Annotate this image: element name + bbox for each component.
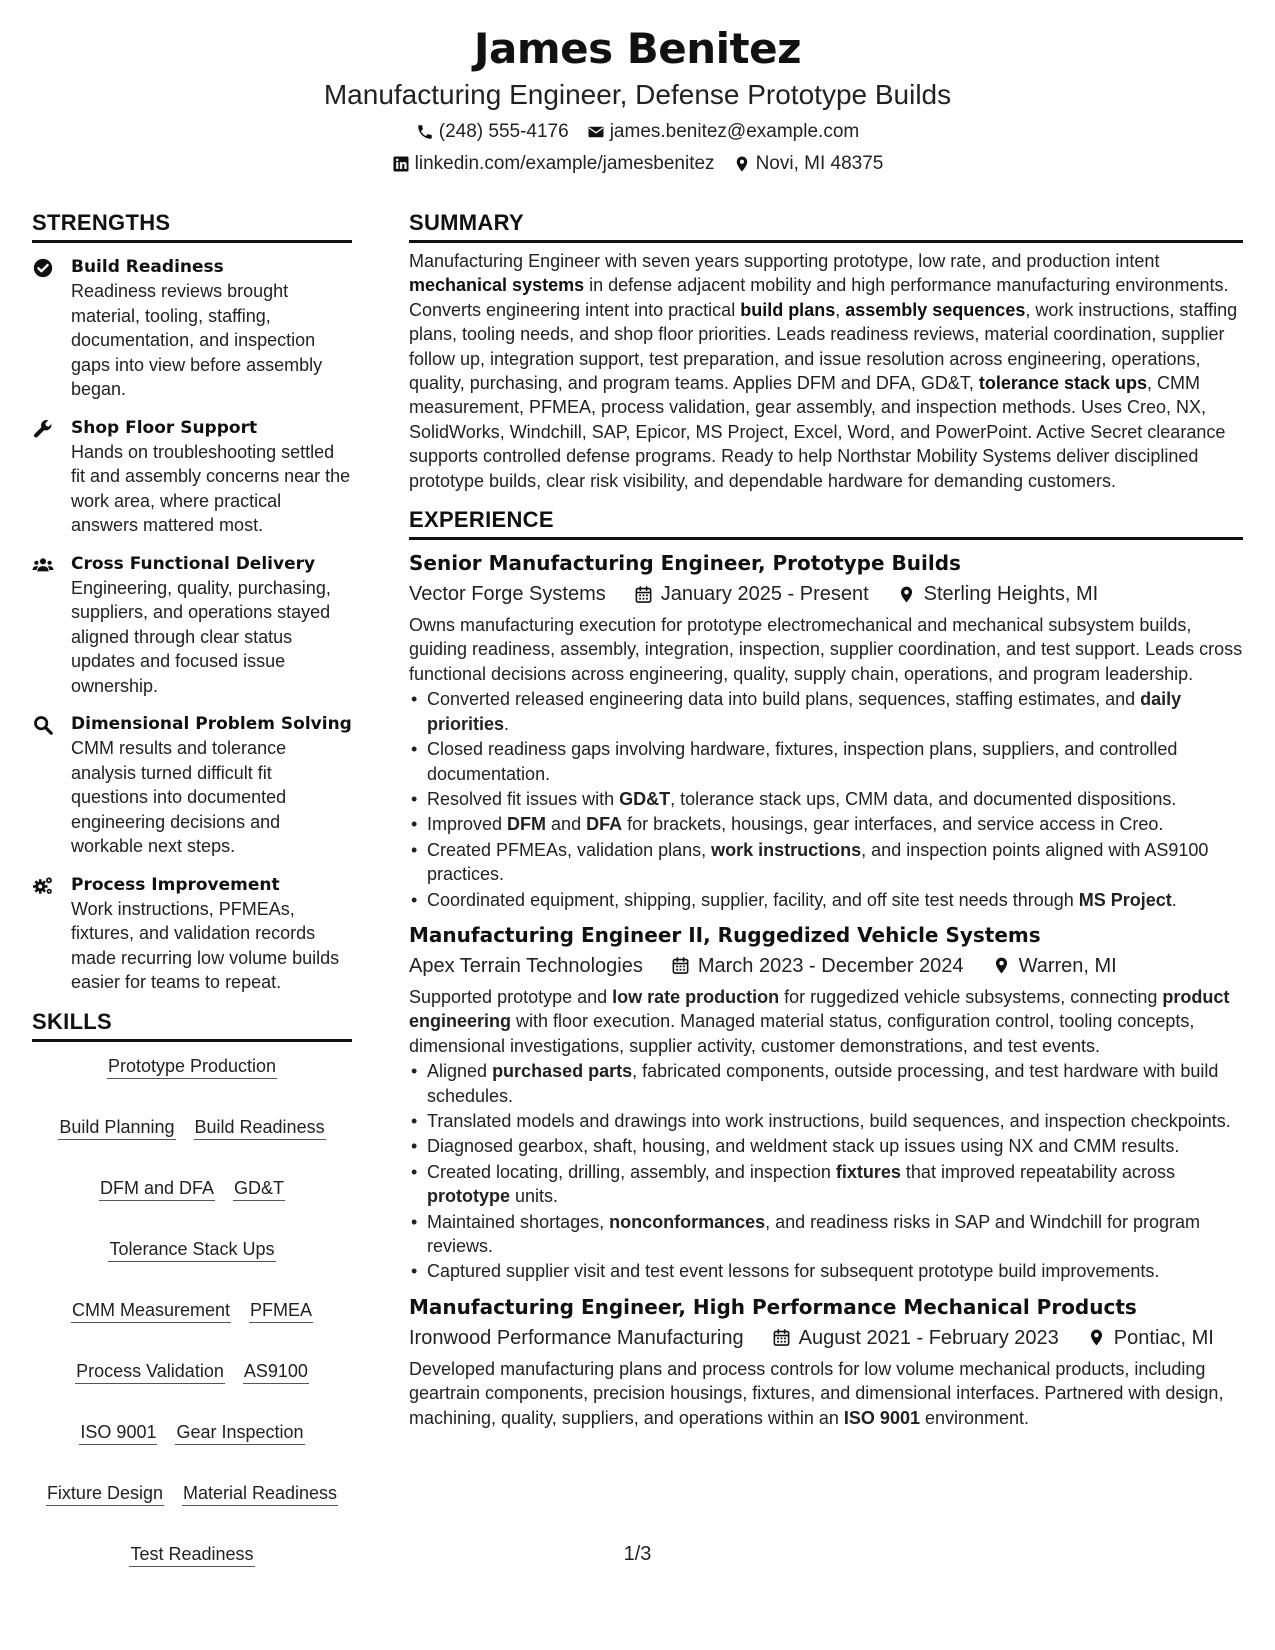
bullet-text: that improved repeatability across [900,1161,1176,1182]
job-description [409,1357,1243,1430]
job-title: Manufacturing Engineer II, Ruggedized Vehicle Systems [409,922,1041,947]
phone-contact [416,120,569,144]
job-bullet [409,1134,1243,1158]
location-contact [733,152,884,176]
skill-tag-test-readiness: Test Readiness [129,1542,254,1567]
wrench-icon [32,418,54,440]
phone-text: (248) 555-4176 [438,121,569,142]
job-location: Sterling Heights, MI [923,583,1099,606]
strength-description: Hands on troubleshooting settled fit and assembly concerns near the work area, where practical answers mattered most. [71,441,351,535]
job-entry [409,548,1243,912]
calendar-icon [671,956,690,975]
linkedin-contact[interactable] [392,152,715,176]
bullet-text: , and inspection points aligned with AS9100 practices. [427,839,1209,885]
skill-tag-as9100: AS9100 [243,1359,309,1384]
strength-title: Dimensional Problem Solving [71,714,352,734]
job-bullet [409,812,1243,836]
map-marker-icon [992,956,1011,975]
job-bullet [409,1259,1243,1283]
bullet-emphasis: prototype [427,1186,510,1207]
bullet-text: . [504,713,510,734]
bullet-emphasis: daily priorities [427,689,1182,734]
job-bullet [409,787,1243,811]
strength-description: Readiness reviews brought material, tooling, staffing, documentation, and inspection gaps into view before assembly began. [71,281,323,399]
summary-emphasis: mechanical systems [409,275,585,296]
bullet-emphasis: purchased parts [492,1061,633,1082]
summary-text: , [835,299,846,320]
job-description-text: Supported prototype and [409,986,613,1007]
strengths-heading: STRENGTHS [32,210,352,243]
job-bullet [409,838,1243,887]
summary-text [409,249,1243,493]
job-description-emphasis: low rate production [612,986,780,1007]
strengths-list [32,255,352,995]
bullet-text: Resolved fit issues with [427,788,620,809]
experience-heading: EXPERIENCE [409,507,1243,540]
skill-tag-dfm-and-dfa: DFM and DFA [99,1176,215,1201]
strength-item-shop-floor-support [32,416,352,538]
job-dates: August 2021 - February 2023 [798,1326,1059,1349]
skill-tag-pfmea: PFMEA [249,1298,313,1323]
strength-title: Process Improvement [71,874,280,895]
bullet-text: Translated models and drawings into work instructions, build sequences, and inspection checkpoints. [427,1110,1231,1131]
email-contact[interactable] [587,120,860,144]
job-bullets [409,1059,1243,1284]
bullet-text: for brackets, housings, gear interfaces, and service access in Creo. [622,814,1164,835]
bullet-text: Diagnosed gearbox, shaft, housing, and weldment stack up issues using NX and CMM results. [427,1136,1180,1157]
bullet-emphasis: nonconformances [609,1211,766,1232]
bullet-text: units. [510,1186,559,1207]
candidate-role: Manufacturing Engineer, Defense Prototype Builds [323,79,952,110]
bullet-emphasis: GD&T [619,788,671,809]
bullet-text: . [1171,889,1177,910]
skill-tag-gd-t: GD&T [233,1176,285,1201]
strength-item-build-readiness [32,255,352,402]
job-dates: March 2023 - December 2024 [697,954,964,977]
strength-title: Build Readiness [71,257,224,277]
bullet-text: Maintained shortages, [427,1211,610,1232]
check-circle-icon [32,257,54,279]
bullet-text: Converted released engineering data into build plans, sequences, staffing estimates, and [427,689,1141,710]
bullet-text: , fabricated components, outside processing, and test hardware with build schedules. [427,1061,1219,1106]
job-description-text: environment. [919,1407,1030,1428]
skill-tag-fixture-design: Fixture Design [46,1481,164,1506]
skill-tag-build-planning: Build Planning [58,1115,175,1140]
bullet-text: Improved [427,814,508,835]
envelope-icon [587,123,605,141]
skill-tag-build-readiness: Build Readiness [194,1115,326,1140]
summary-text: , work instructions, staffing plans, tooling needs, and shop floor priorities. Leads readiness reviews, material coordination, supplier follow up, integration support, test preparation, and issue resolution across engineering, operations, quality, purchasing, and program teams. Applies DFM and DFA, GD&T, [409,299,1238,394]
strength-item-process-improvement [32,873,352,995]
map-marker-icon [1087,1328,1106,1347]
skills-list [32,1054,352,1567]
job-entry [409,920,1243,1284]
bullet-text: Created locating, drilling, assembly, and inspection [427,1161,836,1182]
skill-tag-material-readiness: Material Readiness [182,1481,338,1506]
bullet-text: , and readiness risks in SAP and Windchill for program reviews. [427,1211,1201,1256]
strength-title: Cross Functional Delivery [71,553,316,574]
location-text: Novi, MI 48375 [755,153,884,174]
job-entry [409,1292,1243,1430]
page-number: 1/3 [623,1543,652,1565]
skill-tag-prototype-production: Prototype Production [107,1054,277,1079]
job-description-emphasis: ISO 9001 [843,1407,920,1428]
strength-item-cross-functional-delivery [32,552,352,699]
strength-title: Shop Floor Support [71,417,258,438]
linkedin-text: linkedin.com/example/jamesbenitez [414,153,715,174]
job-description-text: with floor execution. Managed material status, configuration control, tooling concepts, dimensional investigations, supplier activity, customer demonstrations, and test events. [409,1011,1195,1056]
gears-icon [32,875,54,897]
summary-text: in defense adjacent mobility and high performance manufacturing environments. Converts engineering intent into practical [409,275,1229,320]
job-bullet [409,1109,1243,1133]
job-location: Warren, MI [1018,954,1117,977]
summary-heading: SUMMARY [409,210,1243,243]
search-icon [32,714,54,736]
job-bullet [409,687,1243,736]
map-marker-icon [733,155,751,173]
job-company: Ironwood Performance Manufacturing [409,1326,744,1349]
bullet-text: , tolerance stack ups, CMM data, and documented dispositions. [670,788,1177,809]
job-company: Apex Terrain Technologies [409,954,643,977]
phone-icon [416,123,434,141]
job-bullet [409,1210,1243,1259]
strength-description: Engineering, quality, purchasing, suppliers, and operations stayed aligned through clear status updates and focused issue ownership. [71,577,331,696]
job-meta [409,1323,1243,1353]
bullet-text: Created PFMEAs, validation plans, [427,839,712,860]
candidate-name: James Benitez [473,24,802,73]
left-column [32,210,352,1567]
bullet-text: Coordinated equipment, shipping, supplier, facility, and off site test needs through [427,889,1079,910]
linkedin-icon [392,155,410,173]
job-bullet [409,888,1243,912]
job-company: Vector Forge Systems [409,583,606,606]
skill-tag-iso-9001: ISO 9001 [79,1420,157,1445]
job-bullet [409,1160,1243,1209]
users-icon [32,554,54,576]
bullet-text: Closed readiness gaps involving hardware, fixtures, inspection plans, suppliers, and controlled documentation. [427,739,1178,784]
job-meta [409,579,1243,609]
job-title: Manufacturing Engineer, High Performance Mechanical Products [409,1294,1137,1319]
skill-tag-tolerance-stack-ups: Tolerance Stack Ups [108,1237,275,1262]
job-description-text: for ruggedized vehicle subsystems, connecting [779,986,1163,1007]
job-bullets [409,687,1243,912]
map-marker-icon [897,585,916,604]
skill-tag-gear-inspection: Gear Inspection [175,1420,304,1445]
contact-row-1 [0,120,1275,144]
job-location: Pontiac, MI [1113,1326,1214,1349]
experience-list [409,548,1243,1430]
email-text: james.benitez@example.com [609,121,860,142]
skill-tag-cmm-measurement: CMM Measurement [71,1298,231,1323]
job-bullet [409,1059,1243,1108]
strength-item-dimensional-problem-solving [32,712,352,859]
job-title: Senior Manufacturing Engineer, Prototype Builds [409,551,961,576]
bullet-text: and [546,814,587,835]
job-bullet [409,737,1243,786]
resume-header [0,22,1275,176]
job-description [409,613,1243,686]
job-description-text: Developed manufacturing plans and process controls for low volume mechanical products, including geartrain components, precision housings, fixtures, and dimensional interfaces. Partnered with design, machining, quality, suppliers, and operations within an [409,1358,1224,1428]
bullet-emphasis: DFA [586,814,623,835]
job-meta [409,951,1243,981]
bullet-text: Captured supplier visit and test event lessons for subsequent prototype build improvements. [427,1261,1160,1282]
calendar-icon [772,1328,791,1347]
bullet-emphasis: DFM [507,814,547,835]
calendar-icon [634,585,653,604]
job-dates: January 2025 - Present [660,583,869,606]
summary-emphasis: build plans [740,299,836,320]
bullet-emphasis: fixtures [835,1161,901,1182]
bullet-emphasis: work instructions [711,839,862,860]
skill-tag-process-validation: Process Validation [75,1359,225,1384]
bullet-emphasis: MS Project [1078,889,1172,910]
strength-description: Work instructions, PFMEAs, fixtures, and validation records made recurring low volume builds easier for teams to repeat. [71,898,340,992]
right-column [409,210,1243,1430]
summary-emphasis: assembly sequences [845,299,1026,320]
summary-text: , CMM measurement, PFMEA, process validation, gear assembly, and inspection methods. Uses Creo, NX, SolidWorks, Windchill, SAP, Epicor, MS Project, Excel, Word, and PowerPoint. Active Secret clearance supports controlled defense programs. Ready to help Northstar Mobility Systems deliver disciplined prototype builds, clear risk visibility, and dependable hardware for demanding customers. [409,373,1226,491]
strength-description: CMM results and tolerance analysis turned difficult fit questions into documented engineering decisions and workable next steps. [71,738,287,856]
skills-heading: SKILLS [32,1009,352,1042]
bullet-text: Aligned [427,1061,493,1082]
job-description-emphasis: product engineering [409,986,1230,1032]
summary-text: Manufacturing Engineer with seven years supporting prototype, low rate, and production intent [409,251,1160,271]
contact-row-2 [0,152,1275,176]
summary-emphasis: tolerance stack ups [978,373,1147,394]
job-description [409,985,1243,1058]
job-description-text: Owns manufacturing execution for prototype electromechanical and mechanical subsystem builds, guiding readiness, assembly, integration, inspection, supplier coordination, and test support. Leads cross functional decisions across engineering, quality, supply chain, operations, and program leadership. [409,615,1243,684]
